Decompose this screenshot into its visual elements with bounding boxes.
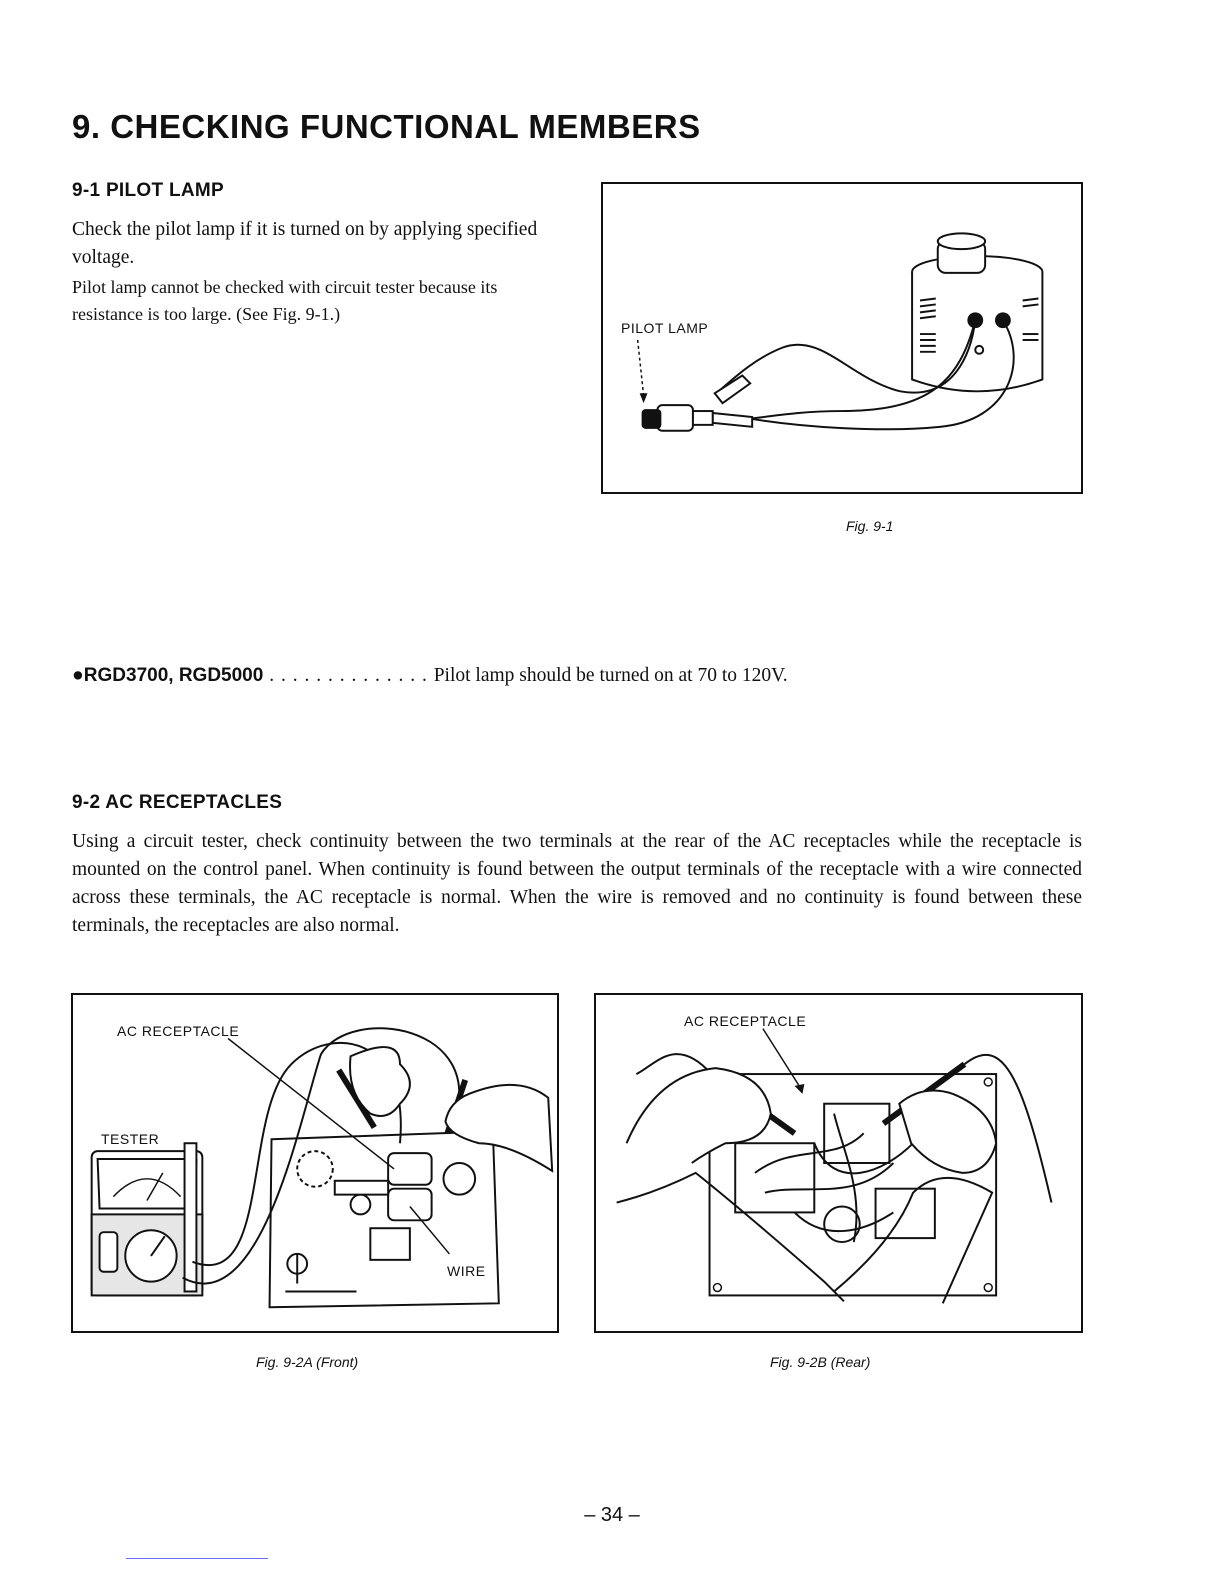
page-number: – 34 – bbox=[584, 1504, 640, 1526]
figure-9-1 bbox=[601, 182, 1083, 494]
pilot-lamp-paragraph-2: Pilot lamp cannot be checked with circuit tester because its resistance is too large. (See Fig. 9-1.) bbox=[72, 277, 498, 324]
section-heading-pilot-lamp: 9-1 PILOT LAMP bbox=[72, 180, 224, 201]
page-title: 9. CHECKING FUNCTIONAL MEMBERS bbox=[72, 108, 701, 145]
figure-9-2b-caption: Fig. 9-2B (Rear) bbox=[770, 1354, 871, 1370]
pilot-lamp-test-illustration bbox=[603, 184, 1081, 492]
ac-receptacles-paragraph: Using a circuit tester, check continuity between the two terminals at the rear of the AC receptacles while the receptacle is mounted on the control panel. When continuity is found between the output terminals of the receptacle with a wire connected across these terminals, the AC receptacle is normal. When the wire is removed and no continuity is found between these terminals, the receptacles are also normal. bbox=[72, 831, 1082, 936]
front-receptacle-test-illustration bbox=[73, 995, 557, 1331]
tester-label: TESTER bbox=[101, 1131, 160, 1147]
rear-receptacle-test-illustration bbox=[596, 995, 1081, 1331]
bullet-icon: ● bbox=[72, 664, 84, 686]
pilot-lamp-label: PILOT LAMP bbox=[621, 320, 709, 336]
section-heading-ac-receptacles: 9-2 AC RECEPTACLES bbox=[72, 792, 283, 813]
pilot-lamp-spec bbox=[72, 664, 788, 687]
figure-9-2a bbox=[71, 993, 559, 1333]
ac-receptacle-label-rear: AC RECEPTACLE bbox=[684, 1013, 807, 1029]
bottom-rule bbox=[126, 1558, 268, 1559]
pilot-lamp-paragraph-1: Check the pilot lamp if it is turned on by applying specified voltage. bbox=[72, 219, 538, 268]
spec-value: Pilot lamp should be turned on at 70 to 120V. bbox=[433, 665, 788, 686]
figure-9-2a-caption: Fig. 9-2A (Front) bbox=[256, 1354, 359, 1370]
wire-label: WIRE bbox=[447, 1263, 486, 1279]
spec-leader-dots: . . . . . . . . . . . . . . bbox=[263, 665, 434, 686]
spec-model: RGD3700, RGD5000 bbox=[83, 665, 264, 686]
figure-9-1-caption: Fig. 9-1 bbox=[846, 518, 894, 534]
ac-receptacle-label-front: AC RECEPTACLE bbox=[117, 1023, 240, 1039]
figure-9-2b bbox=[594, 993, 1083, 1333]
